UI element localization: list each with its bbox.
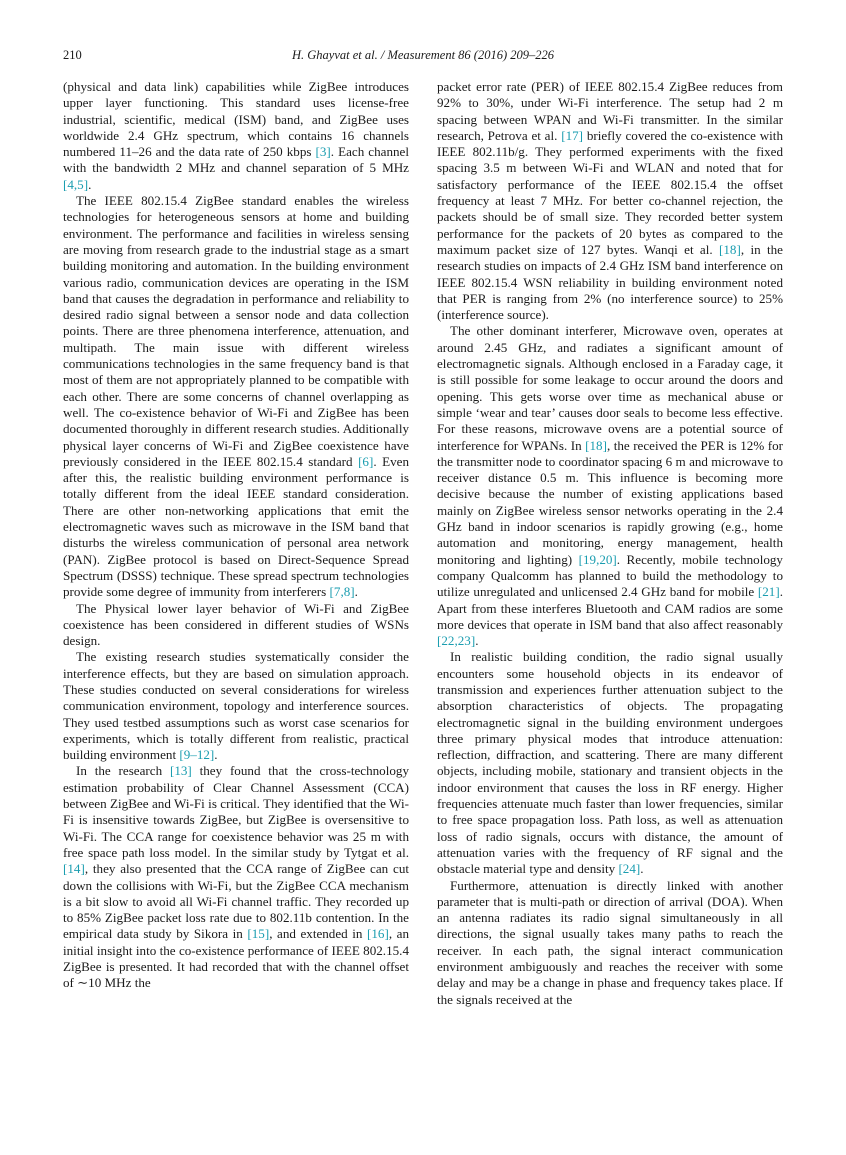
citation-link[interactable]: [6] xyxy=(358,453,374,469)
citation-link[interactable]: [9–12] xyxy=(179,747,215,763)
paragraph xyxy=(63,193,409,600)
citation-link[interactable]: [21] xyxy=(757,584,780,600)
citation-link[interactable]: [22,23] xyxy=(437,633,476,649)
text-run: The existing research studies systematically consider the interference effects, but they are based on simulation approach. These studies conducted on several considerations for wireless communication environment, topology and interference sources. They used testbed assumptions such as worst case scenarios for experiments, which is totally different from realistic, practical building environment xyxy=(63,649,409,763)
citation-link[interactable]: [19,20] xyxy=(578,551,617,567)
text-run: (physical and data link) capabilities while ZigBee introduces upper layer functioning. This standard uses license-free industrial, scientific, medical (ISM) band, and ZigBee uses worldwide 2.4 GHz spectrum, which contains 16 channels numbered 11–26 and the data rate of 250 kbps xyxy=(63,79,409,160)
page-number: 210 xyxy=(63,48,82,62)
text-run: The Physical lower layer behavior of Wi-Fi and ZigBee coexistence has been considered in different studies of WSNs design. xyxy=(63,600,409,649)
text-run: . Each channel with the bandwidth 2 MHz and channel separation of 5 MHz xyxy=(63,144,409,176)
text-run: , they also presented that the CCA range of ZigBee can cut down the collisions with Wi-Fi, but the ZigBee CCA mechanism is a bit slow to avoid all Wi-Fi channel traffic. They recorded up to 85% ZigBee packet loss rate due to 802.11b contention. In the empirical data study by Sikora in xyxy=(63,861,409,942)
text-run: In the research xyxy=(76,763,170,779)
text-run: . xyxy=(640,861,644,877)
text-run: The IEEE 802.15.4 ZigBee standard enables the wireless technologies for heterogeneous sensors at home and building environment. The performance and facilities in wireless sensing are moving from research grade to the industrial stage as a smart building monitoring and automation. In the building environment various radio, communication devices are operating in the ISM band that causes the degradation in performance and reliability to desired radio signal between a sensor node and data collection points. There are three phenomena interference, attenuation, and multipath. The main issue with different wireless communications technologies in the same frequency band is that most of them are not appropriately planned to be compatible with each other. There are some concerns of channel overlapping as well. The co-existence behavior of Wi-Fi and ZigBee has been documented thoroughly in different research studies. Additionally physical layer concerns of Wi-Fi and ZigBee coexistence have previously considered in the IEEE 802.15.4 standard xyxy=(63,193,409,469)
citation-link[interactable]: [7,8] xyxy=(329,584,355,600)
text-run: they found that the cross-technology estimation probability of Clear Channel Assessment (CCA) between ZigBee and Wi-Fi is critical. They identified that the Wi-Fi is insensitive towards ZigBee, but ZigBee is oversensitive to Wi-Fi. The CCA range for coexistence behavior was 25 m with free space path loss model. In the similar study by Tytgat et al. xyxy=(63,763,409,860)
paragraph xyxy=(437,79,783,323)
text-run: Furthermore, attenuation is directly linked with another parameter that is multi-path or direction of arrival (DOA). When an antenna radiates its radio signal simultaneously in all directions, the signal usually takes many paths to reach the receiver. In each path, the signal interact communication environment ambiguously and reaches the receiver with some delay and may be a change in phase and frequency takes place. If the signals received at the xyxy=(437,877,783,1007)
text-run: . Even after this, the realistic building environment performance is totally different from the ideal IEEE standard consideration. There are other non-networking applications that emit the electromagnetic waves such as microwave in the ISM band that disturbs the wireless communication of personal area network (PAN). ZigBee protocol is based on Direct-Sequence Spread Spectrum (DSSS) technique. These spread spectrum technologies provide some degree of immunity from interferers xyxy=(63,453,409,600)
paragraph xyxy=(437,323,783,649)
text-run: The other dominant interferer, Microwave oven, operates at around 2.45 GHz, and radiates a significant amount of electromagnetic signals. Although enclosed in a Faraday cage, it is still possible for some leakage to occur around the doors and opening. This gets worse over time as mechanical abuse or simple ‘wear and tear’ causes door seals to become less effective. For these reasons, microwave ovens are a potential source of interference for WPANs. In xyxy=(437,323,783,453)
paragraph xyxy=(63,79,409,193)
text-run: briefly covered the co-existence with IEEE 802.11b/g. They performed experiments with the fixed spacing 3.5 m between Wi-Fi and WLAN and noted that for satisfactory performance of the IEEE 802.15.4 the offset frequency at least 7 MHz. For better co-channel rejection, the packets should be of small size. They recorded better system performance for the packets of 20 bytes as compared to the maximum packet size of 127 bytes. Wanqi et al. xyxy=(437,127,783,257)
text-run: . xyxy=(88,176,92,192)
two-column-body xyxy=(63,79,783,1008)
paragraph xyxy=(63,763,409,991)
text-run: packet error rate (PER) of IEEE 802.15.4 ZigBee reduces from 92% to 30%, under Wi-Fi interference. The setup had 2 m spacing between WPAN and Wi-Fi transmitter. In the similar research, Petrova et al. xyxy=(437,79,783,143)
citation-link[interactable]: [4,5] xyxy=(63,176,89,192)
right-column xyxy=(437,79,783,1008)
text-run: . xyxy=(354,584,358,600)
text-run: , in the research studies on impacts of 2.4 GHz ISM band interference on IEEE 802.15.4 WSN reliability in building environment noted that PER is ranging from 2% (no interference source) to 25% (interference source). xyxy=(437,241,783,323)
citation-link[interactable]: [14] xyxy=(63,861,85,877)
text-run: . xyxy=(475,633,479,649)
citation-link[interactable]: [17] xyxy=(561,127,584,143)
citation-link[interactable]: [18] xyxy=(585,437,607,453)
left-column xyxy=(63,79,409,1008)
running-header xyxy=(63,48,783,66)
paragraph xyxy=(63,601,409,650)
text-run: , the received the PER is 12% for the transmitter node to coordinator spacing 6 m and microwave to receiver distance 0.5 m. This influence is becoming more decisive because the number of existing applications based mainly on ZigBee wireless sensor networks operating in the 2.4 GHz band in indoor scenarios is rapidly growing (e.g., home automation and monitoring, energy management, health monitoring and lighting) xyxy=(437,437,783,567)
citation-link[interactable]: [16] xyxy=(367,926,389,942)
text-run: . Recently, mobile technology company Qualcomm has planned to build the methodology to utilize unregulated and unlicensed 2.4 GHz band for mobile xyxy=(437,551,783,600)
running-head-title: H. Ghayvat et al. / Measurement 86 (2016) 209–226 xyxy=(292,48,554,62)
text-run: . Apart from these interferes Bluetooth and CAM radios are some more devices that operate in ISM band that also affect reasonably xyxy=(437,584,783,632)
text-run: , an initial insight into the co-existence performance of IEEE 802.15.4 ZigBee is presented. It had recorded that with the channel offset of ∼10 MHz the xyxy=(63,926,410,991)
paragraph xyxy=(63,649,409,763)
citation-link[interactable]: [24] xyxy=(618,861,641,877)
citation-link[interactable]: [3] xyxy=(315,144,331,160)
paragraph xyxy=(437,649,783,877)
citation-link[interactable]: [15] xyxy=(247,926,270,942)
citation-link[interactable]: [18] xyxy=(719,241,741,257)
text-run: , and extended in xyxy=(269,926,367,942)
text-run: In realistic building condition, the radio signal usually encounters some household objects in its endeavor of transmission and experiences further attenuation subject to the absorption characteristics of objects. The propagating electromagnetic signal in the building environment undergoes three primary physical modes that introduce attenuation: reflection, diffraction, and scattering. There are many different objects, including mobile, stationary and transient objects in the indoor environment that causes the loss in RF energy. Higher frequencies attenuate much faster than lower frequencies, similar to free space propagation loss. Path loss, as well as attenuation loss of radio signals, occurs with distance, the amount of attenuation varies with the frequency of RF signal and the obstacle material type and density xyxy=(437,649,783,877)
paragraph xyxy=(437,878,783,1008)
citation-link[interactable]: [13] xyxy=(169,763,192,779)
text-run: . xyxy=(214,747,218,763)
